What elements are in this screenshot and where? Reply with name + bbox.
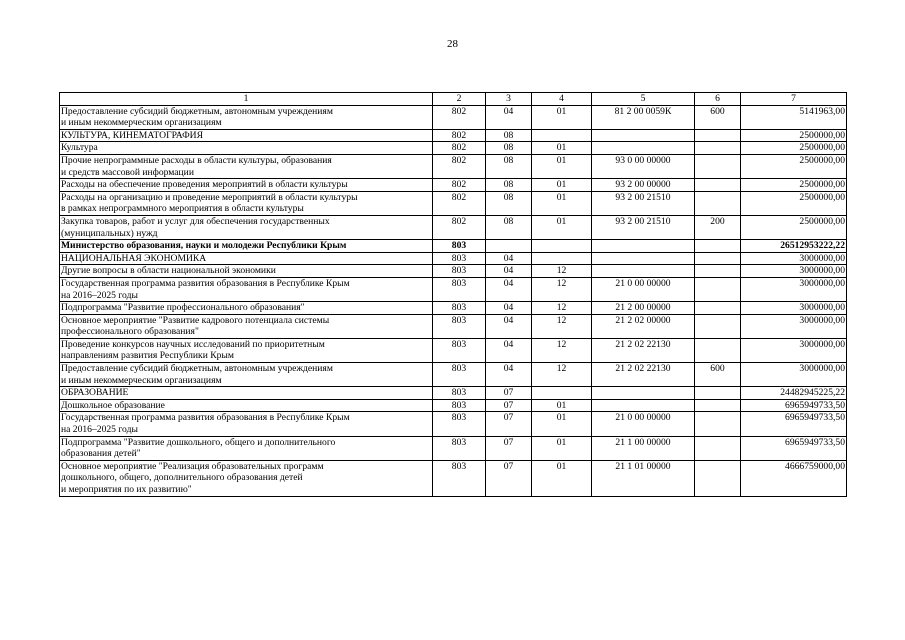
subsection-code-cell: 01 [532,105,592,129]
section-code-cell: 07 [486,412,532,436]
target-article-cell [592,240,695,253]
row-name-cell: Государственная программа развития образования в Республике Крым на 2016–2025 годы [60,277,433,301]
expense-type-cell [695,142,741,155]
amount-cell: 3000000,00 [741,277,847,301]
row-name-cell: Предоставление субсидий бюджетным, автономным учреждениям и иным некоммерческим организациям [60,105,433,129]
amount-cell: 5141963,00 [741,105,847,129]
table-row [60,277,847,301]
target-article-cell [592,399,695,412]
section-code-cell: 08 [486,142,532,155]
ministry-code-cell: 803 [433,363,486,387]
target-article-cell: 21 1 01 00000 [592,460,695,496]
row-name-cell: Проведение конкурсов научных исследований по приоритетным направлениям развития Республики Крым [60,338,433,362]
amount-cell: 3000000,00 [741,252,847,265]
table-row [60,338,847,362]
ministry-code-cell: 803 [433,277,486,301]
target-article-cell: 21 0 00 00000 [592,412,695,436]
table-row [60,363,847,387]
row-name-cell: Прочие непрограммные расходы в области культуры, образования и средств массовой информации [60,154,433,178]
ministry-code-cell: 803 [433,399,486,412]
table-row [60,154,847,178]
table-row [60,129,847,142]
table-row [60,314,847,338]
row-name-cell: ОБРАЗОВАНИЕ [60,387,433,400]
amount-cell: 6965949733,50 [741,436,847,460]
ministry-code-cell: 803 [433,387,486,400]
amount-cell: 24482945225,22 [741,387,847,400]
section-code-cell: 08 [486,129,532,142]
expense-type-cell [695,191,741,215]
ministry-code-cell: 802 [433,191,486,215]
ministry-code-cell: 802 [433,105,486,129]
target-article-cell: 93 2 00 21510 [592,215,695,239]
section-code-cell: 04 [486,302,532,315]
section-code-cell: 08 [486,154,532,178]
amount-cell: 2500000,00 [741,191,847,215]
row-name-cell: Расходы на обеспечение проведения мероприятий в области культуры [60,179,433,192]
column-header-3: 3 [486,93,532,106]
table-row [60,436,847,460]
section-code-cell: 04 [486,277,532,301]
column-header-1: 1 [60,93,433,106]
ministry-code-cell: 802 [433,129,486,142]
column-header-7: 7 [741,93,847,106]
section-code-cell: 04 [486,252,532,265]
target-article-cell: 21 2 02 22130 [592,363,695,387]
subsection-code-cell [532,252,592,265]
ministry-code-cell: 802 [433,142,486,155]
subsection-code-cell [532,129,592,142]
section-code-cell: 07 [486,460,532,496]
table-row [60,399,847,412]
ministry-code-cell: 803 [433,265,486,278]
amount-cell: 3000000,00 [741,314,847,338]
subsection-code-cell: 12 [532,314,592,338]
column-header-2: 2 [433,93,486,106]
expense-type-cell: 200 [695,215,741,239]
subsection-code-cell: 12 [532,338,592,362]
subsection-code-cell: 12 [532,277,592,301]
ministry-code-cell: 803 [433,436,486,460]
target-article-cell: 21 1 00 00000 [592,436,695,460]
expense-type-cell [695,154,741,178]
table-row [60,105,847,129]
amount-cell: 2500000,00 [741,215,847,239]
ministry-code-cell: 802 [433,154,486,178]
row-name-cell: Государственная программа развития образования в Республике Крым на 2016–2025 годы [60,412,433,436]
expense-type-cell [695,302,741,315]
section-code-cell: 04 [486,265,532,278]
table-row [60,265,847,278]
section-code-cell: 07 [486,436,532,460]
expense-type-cell: 600 [695,363,741,387]
expense-type-cell [695,277,741,301]
table-row [60,412,847,436]
subsection-code-cell [532,387,592,400]
row-name-cell: НАЦИОНАЛЬНАЯ ЭКОНОМИКА [60,252,433,265]
amount-cell: 6965949733,50 [741,412,847,436]
ministry-code-cell: 803 [433,302,486,315]
section-code-cell: 07 [486,399,532,412]
column-header-4: 4 [532,93,592,106]
expense-type-cell [695,314,741,338]
subsection-code-cell: 01 [532,412,592,436]
target-article-cell: 21 0 00 00000 [592,277,695,301]
expense-type-cell [695,460,741,496]
target-article-cell [592,252,695,265]
subsection-code-cell: 12 [532,265,592,278]
subsection-code-cell: 12 [532,302,592,315]
amount-cell: 3000000,00 [741,302,847,315]
amount-cell: 3000000,00 [741,363,847,387]
expense-type-cell [695,387,741,400]
target-article-cell: 21 2 00 00000 [592,302,695,315]
target-article-cell: 93 2 00 00000 [592,179,695,192]
amount-cell: 2500000,00 [741,129,847,142]
section-code-cell: 08 [486,215,532,239]
table-row [60,460,847,496]
amount-cell: 26512953222,22 [741,240,847,253]
subsection-code-cell: 12 [532,363,592,387]
expense-type-cell [695,179,741,192]
amount-cell: 4666759000,00 [741,460,847,496]
expense-type-cell [695,412,741,436]
target-article-cell: 21 2 02 22130 [592,338,695,362]
expense-type-cell [695,265,741,278]
target-article-cell: 93 0 00 00000 [592,154,695,178]
column-header-6: 6 [695,93,741,106]
target-article-cell [592,387,695,400]
row-name-cell: Культура [60,142,433,155]
target-article-cell [592,142,695,155]
row-name-cell: Другие вопросы в области национальной экономики [60,265,433,278]
ministry-code-cell: 802 [433,179,486,192]
table-row [60,191,847,215]
row-name-cell: Предоставление субсидий бюджетным, автономным учреждениям и иным некоммерческим организациям [60,363,433,387]
amount-cell: 3000000,00 [741,338,847,362]
subsection-code-cell: 01 [532,179,592,192]
ministry-code-cell: 803 [433,240,486,253]
subsection-code-cell: 01 [532,399,592,412]
ministry-code-cell: 803 [433,314,486,338]
section-code-cell: 04 [486,363,532,387]
table-row [60,215,847,239]
subsection-code-cell [532,240,592,253]
expense-type-cell [695,129,741,142]
ministry-code-cell: 803 [433,338,486,362]
section-code-cell: 04 [486,105,532,129]
subsection-code-cell: 01 [532,215,592,239]
page-number: 28 [447,38,458,50]
ministry-code-cell: 803 [433,252,486,265]
amount-cell: 2500000,00 [741,179,847,192]
expense-type-cell: 600 [695,105,741,129]
amount-cell: 2500000,00 [741,142,847,155]
amount-cell: 6965949733,50 [741,399,847,412]
target-article-cell [592,265,695,278]
subsection-code-cell: 01 [532,460,592,496]
row-name-cell: Основное мероприятие "Развитие кадрового потенциала системы профессионального образования" [60,314,433,338]
section-code-cell: 04 [486,338,532,362]
target-article-cell: 93 2 00 21510 [592,191,695,215]
amount-cell: 2500000,00 [741,154,847,178]
section-code-cell: 07 [486,387,532,400]
row-name-cell: Основное мероприятие "Реализация образовательных программ дошкольного, общего, дополнительного образования детей и мероприятия по их развитию" [60,460,433,496]
target-article-cell [592,129,695,142]
expense-type-cell [695,399,741,412]
ministry-code-cell: 803 [433,460,486,496]
table-row [60,142,847,155]
row-name-cell: Подпрограмма "Развитие профессионального образования" [60,302,433,315]
row-name-cell: Закупка товаров, работ и услуг для обеспечения государственных (муниципальных) нужд [60,215,433,239]
ministry-code-cell: 803 [433,412,486,436]
table-row [60,240,847,253]
subsection-code-cell: 01 [532,436,592,460]
subsection-code-cell: 01 [532,154,592,178]
expense-type-cell [695,436,741,460]
row-name-cell: Дошкольное образование [60,399,433,412]
table-row [60,302,847,315]
target-article-cell: 81 2 00 0059К [592,105,695,129]
row-name-cell: Министерство образования, науки и молодежи Республики Крым [60,240,433,253]
ministry-code-cell: 802 [433,215,486,239]
section-code-cell: 08 [486,191,532,215]
section-code-cell [486,240,532,253]
section-code-cell: 04 [486,314,532,338]
subsection-code-cell: 01 [532,142,592,155]
amount-cell: 3000000,00 [741,265,847,278]
budget-table [59,92,847,497]
expense-type-cell [695,240,741,253]
section-code-cell: 08 [486,179,532,192]
table-row [60,179,847,192]
row-name-cell: Подпрограмма "Развитие дошкольного, общего и дополнительного образования детей" [60,436,433,460]
row-name-cell: Расходы на организацию и проведение мероприятий в области культуры в рамках непрограммного мероприятия в области культуры [60,191,433,215]
target-article-cell: 21 2 02 00000 [592,314,695,338]
table-row [60,252,847,265]
subsection-code-cell: 01 [532,191,592,215]
row-name-cell: КУЛЬТУРА, КИНЕМАТОГРАФИЯ [60,129,433,142]
table-row [60,387,847,400]
column-number-row [60,93,847,106]
column-header-5: 5 [592,93,695,106]
expense-type-cell [695,252,741,265]
expense-type-cell [695,338,741,362]
